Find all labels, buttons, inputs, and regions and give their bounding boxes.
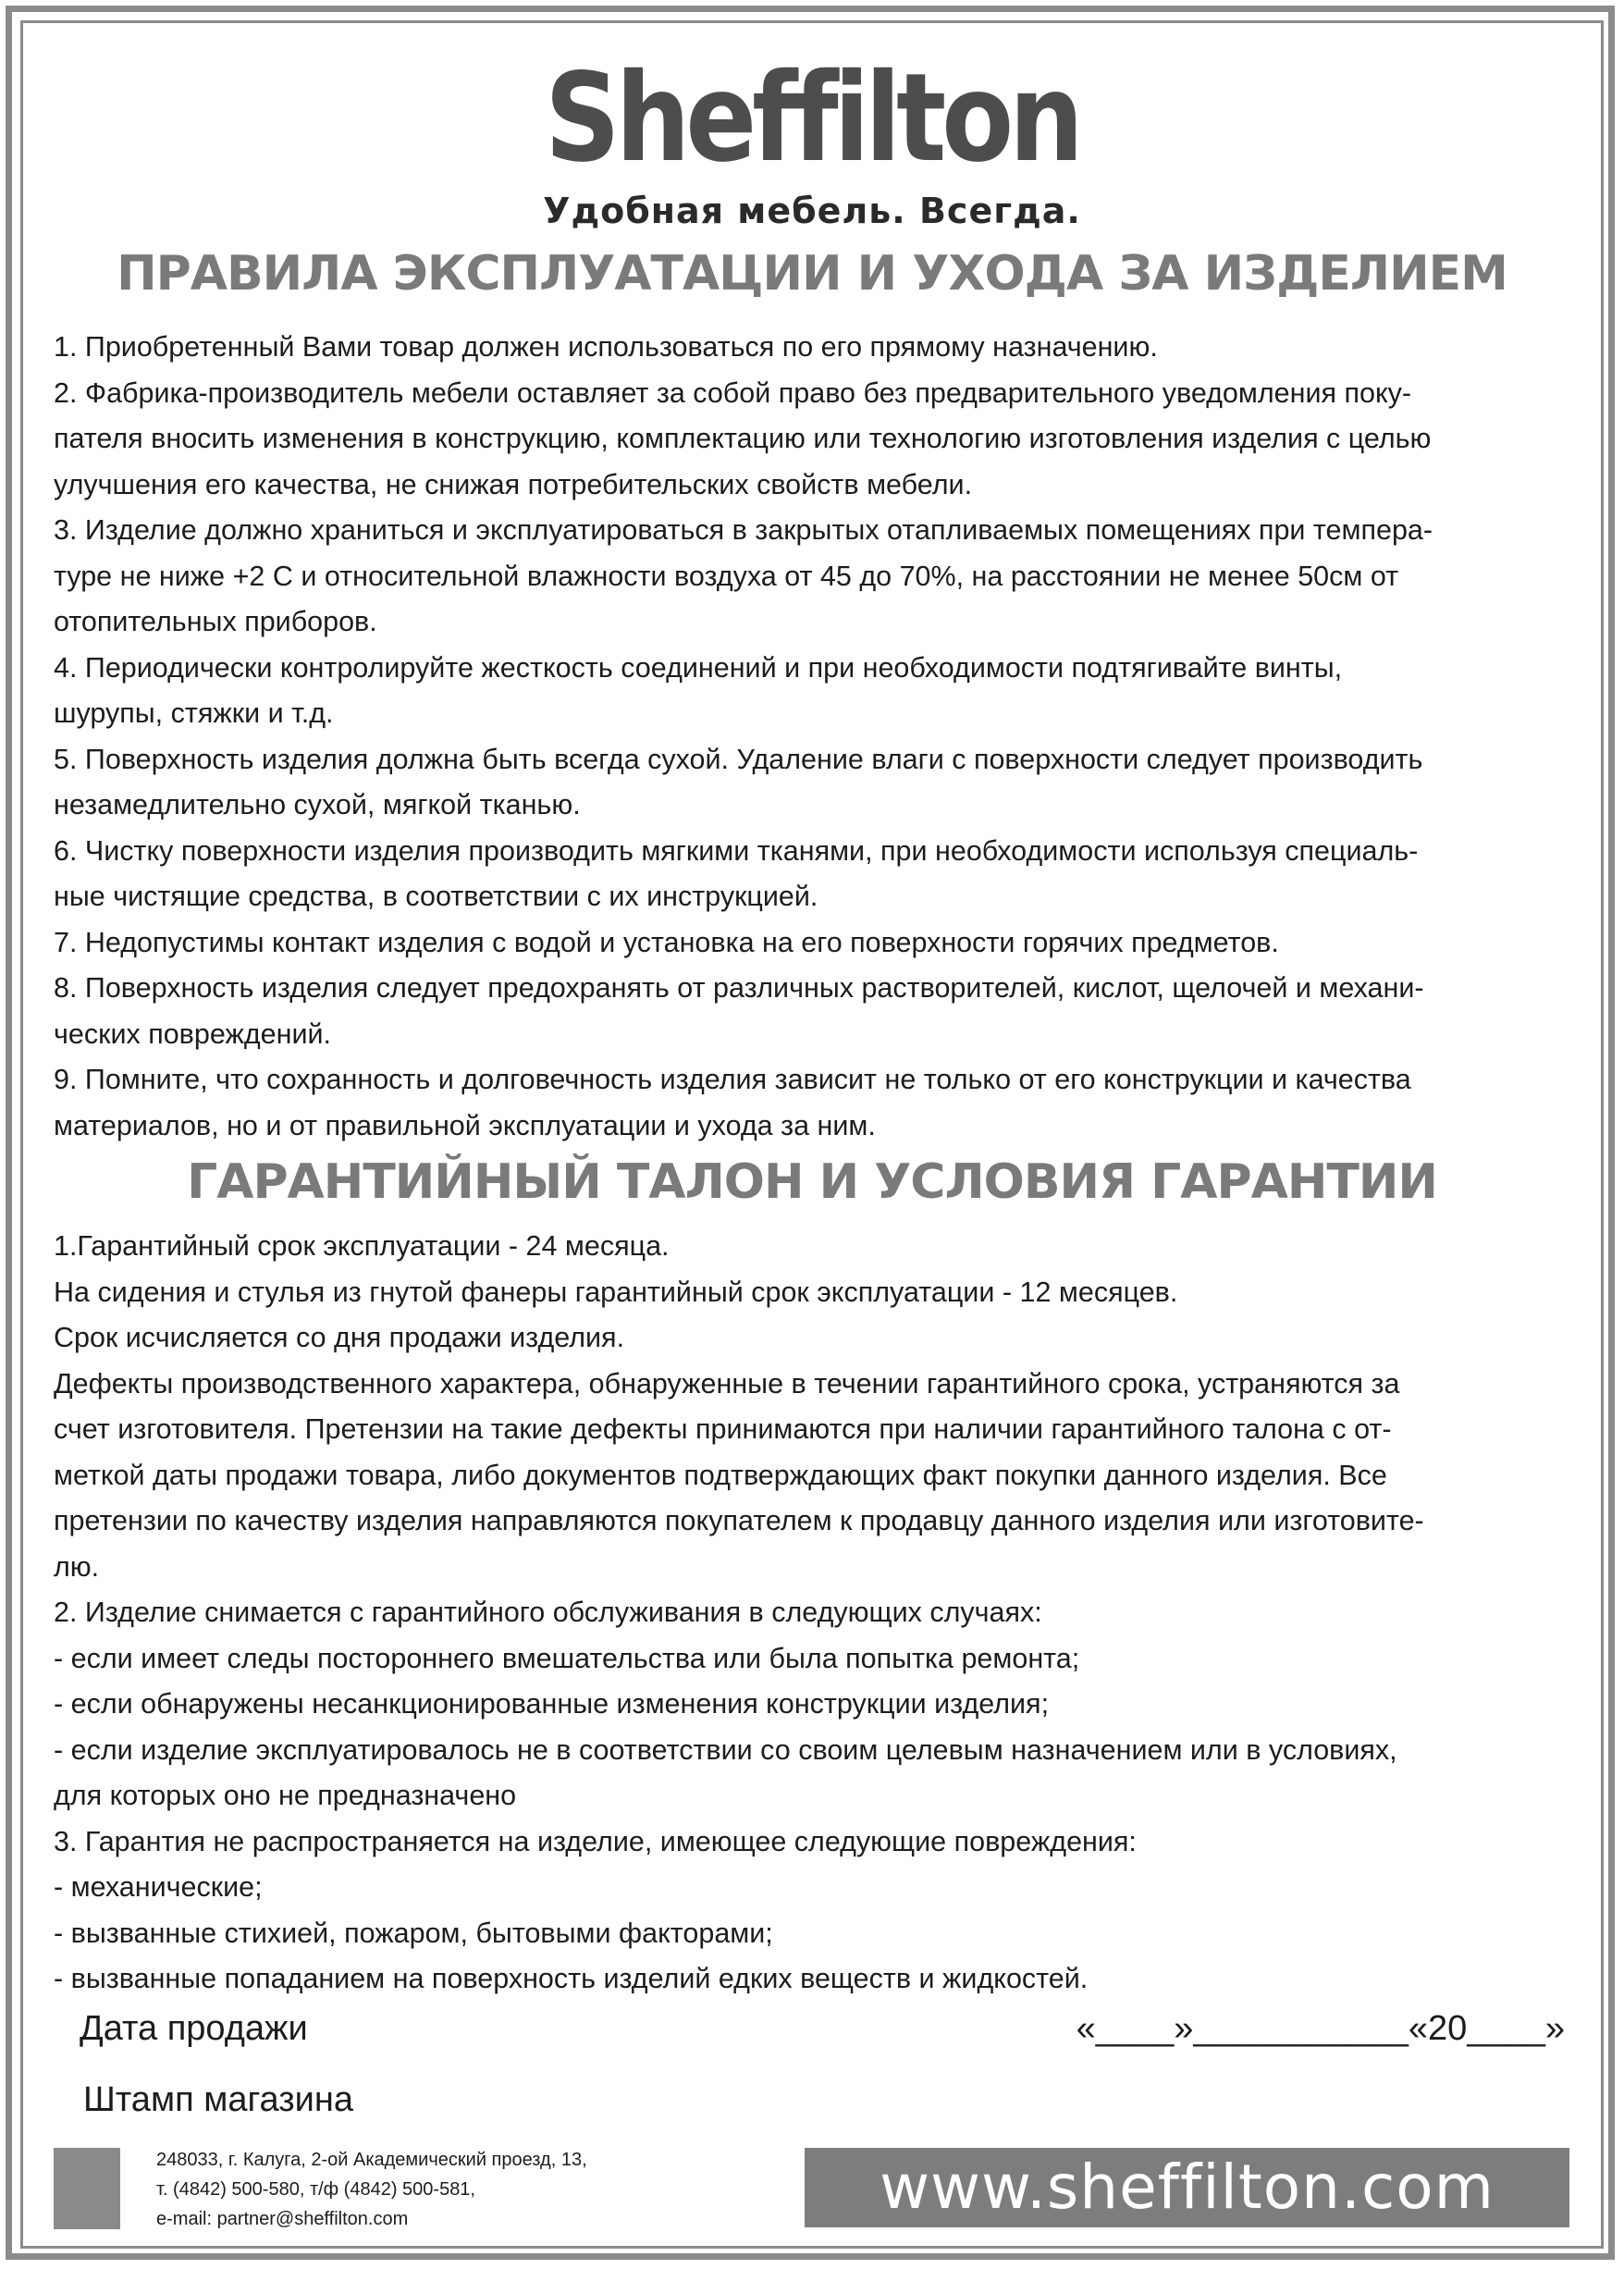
website-banner: www.sheffilton.com xyxy=(805,2148,1569,2227)
rules-line: 8. Поверхность изделия следует предохранять от различных растворителей, кислот, щелочей и механи- xyxy=(54,972,1424,1004)
warranty-line: Срок исчисляется со дня продажи изделия. xyxy=(54,1322,625,1353)
warranty-line: 2. Изделие снимается с гарантийного обслуживания в следующих случаях: xyxy=(54,1597,1042,1628)
warranty-section xyxy=(54,1224,1570,2003)
rules-line: 7. Недопустимы контакт изделия с водой и установка на его поверхности горячих предметов. xyxy=(54,926,1279,958)
rules-line: 6. Чистку поверхности изделия производить мягкими тканями, при необходимости используя специаль- xyxy=(54,834,1419,867)
sale-date-label: Дата продажи xyxy=(80,2009,308,2048)
warranty-line: для которых оно не предназначено xyxy=(54,1780,517,1811)
warranty-line: лю. xyxy=(54,1550,100,1583)
warranty-line: счет изготовителя. Претензии на такие дефекты принимаются при наличии гарантийного талона с от- xyxy=(54,1413,1392,1445)
rules-line: шурупы, стяжки и т.д. xyxy=(54,697,334,729)
warranty-line: - вызванные стихией, пожаром, бытовыми факторами; xyxy=(54,1917,773,1949)
warranty-line: На сидения и стулья из гнутой фанеры гарантийный срок эксплуатации - 12 месяцев. xyxy=(54,1276,1178,1308)
address-line: 248033, г. Калуга, 2-ой Академический проезд, 13, xyxy=(156,2150,587,2170)
warranty-line: Дефекты производственного характера, обнаруженные в течении гарантийного срока, устраняются за xyxy=(54,1367,1400,1400)
rules-line: 1. Приобретенный Вами товар должен использоваться по его прямому назначению. xyxy=(54,331,1158,363)
warranty-line: 1.Гарантийный срок эксплуатации - 24 месяца. xyxy=(54,1230,670,1262)
warranty-line: меткой даты продажи товара, либо документов подтверждающих факт покупки данного изделия. Все xyxy=(54,1459,1387,1491)
warranty-line: претензии по качеству изделия направляются покупателем к продавцу данного изделия или изготовите- xyxy=(54,1505,1424,1536)
store-stamp-label: Штамп магазина xyxy=(83,2080,353,2119)
rules-line: туре не ниже +2 С и относительной влажности воздуха от 45 до 70%, на расстоянии не менее 50см от xyxy=(54,560,1399,592)
warranty-heading: ГАРАНТИЙНЫЙ ТАЛОН И УСЛОВИЯ ГАРАНТИИ xyxy=(187,1154,1437,1210)
rules-line: 4. Периодически контролируйте жесткость соединений и при необходимости подтягивайте винты, xyxy=(54,651,1343,684)
rules-line: отопительных приборов. xyxy=(54,606,377,637)
rules-heading: ПРАВИЛА ЭКСПЛУАТАЦИИ И УХОДА ЗА ИЗДЕЛИЕМ xyxy=(117,246,1507,302)
warranty-line: - если имеет следы постороннего вмешательства или была попытка ремонта; xyxy=(54,1642,1080,1674)
warranty-line: - если обнаружены несанкционированные изменения конструкции изделия; xyxy=(54,1688,1050,1720)
logo-wordmark: Sheffilton xyxy=(545,47,1079,190)
rules-line: ные чистящие средства, в соответствии с их инструкцией. xyxy=(54,881,818,912)
rules-line: 5. Поверхность изделия должна быть всегда сухой. Удаление влаги с поверхности следует производить xyxy=(54,743,1423,775)
rules-line: 2. Фабрика-производитель мебели оставляет за собой право без предварительного уведомления поку- xyxy=(54,376,1412,409)
warranty-line: - вызванные попаданием на поверхность изделий едких веществ и жидкостей. xyxy=(54,1963,1089,1994)
footer-address xyxy=(156,2145,587,2234)
sale-date-field: «____»___________«20____» xyxy=(1076,2009,1565,2048)
brand-logo xyxy=(0,47,1624,190)
email-line: e-mail: partner@sheffilton.com xyxy=(156,2209,409,2229)
warranty-line: 3. Гарантия не распространяется на изделие, имеющее следующие повреждения: xyxy=(54,1825,1137,1857)
footer-gray-block xyxy=(54,2148,120,2229)
rules-line: незамедлительно сухой, мягкой тканью. xyxy=(54,789,581,820)
rules-line: улучшения его качества, не снижая потребительских свойств мебели. xyxy=(54,468,973,500)
rules-line: 9. Помните, что сохранность и долговечность изделия зависит не только от его конструкции и качества xyxy=(54,1064,1411,1095)
rules-line: ческих повреждений. xyxy=(54,1017,332,1050)
warranty-line: - если изделие эксплуатировалось не в соответствии со своим целевым назначением или в условиях, xyxy=(54,1733,1397,1766)
rules-line: пателя вносить изменения в конструкцию, комплектацию или технологию изготовления изделия с целью xyxy=(54,423,1432,454)
rules-section xyxy=(54,325,1570,1149)
logo-tagline: Удобная мебель. Всегда. xyxy=(543,191,1081,231)
rules-line: 3. Изделие должно храниться и эксплуатироваться в закрытых отапливаемых помещениях при темпера- xyxy=(54,514,1433,546)
rules-line: материалов, но и от правильной эксплуатации и ухода за ним. xyxy=(54,1109,876,1141)
phone-line: т. (4842) 500-580, т/ф (4842) 500-581, xyxy=(156,2179,475,2200)
warranty-line: - механические; xyxy=(54,1871,263,1903)
